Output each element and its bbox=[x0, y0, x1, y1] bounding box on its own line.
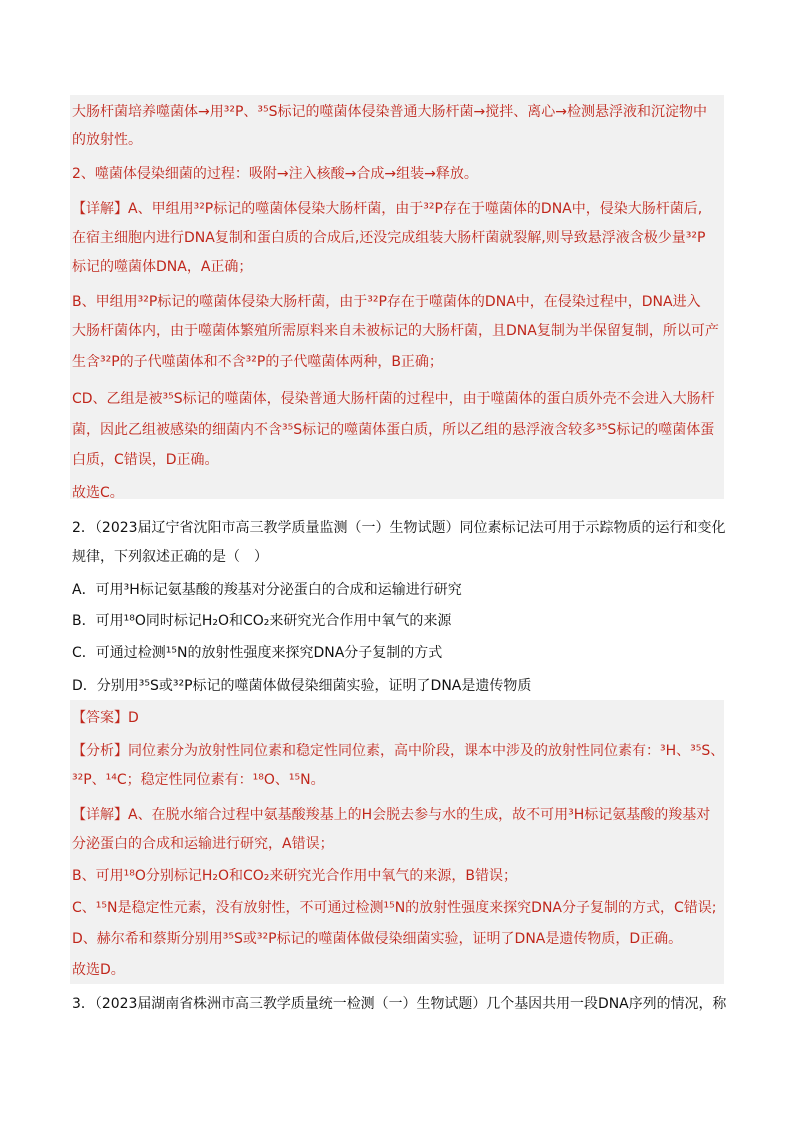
question-stem: 3．（2023届湖南省株洲市高三教学质量统一检测（一）生物试题）几个基因共用一段DNA序列的情况，称 bbox=[72, 996, 727, 1012]
text-line: 白质，C错误，D正确。 bbox=[72, 452, 219, 468]
text-line: 生含³²P的子代噬菌体和不含³²P的子代噬菌体两种，B正确； bbox=[72, 354, 443, 370]
answer-line bbox=[72, 708, 139, 728]
analysis-paragraph bbox=[72, 741, 724, 761]
text-line: B、可用¹⁸O分别标记H₂O和CO₂来研究光合作用中氧气的来源，B错误； bbox=[72, 868, 518, 884]
question-stem: 规律，下列叙述正确的是（ ） bbox=[72, 549, 268, 565]
text-line: 大肠杆菌培养噬菌体→用³²P、³⁵S标记的噬菌体侵染普通大肠杆菌→搅拌、离心→检测悬浮液和沉淀物中 bbox=[72, 104, 707, 120]
text-line: 同位素分为放射性同位素和稳定性同位素，高中阶段，课本中涉及的放射性同位素有：³H、³⁵S、 bbox=[128, 743, 725, 759]
answer-value: D bbox=[128, 710, 139, 726]
option-c: C．可通过检测¹⁵N的放射性强度来探究DNA分子复制的方式 bbox=[72, 645, 443, 661]
text-line: C、¹⁵N是稳定性元素，没有放射性，不可通过检测¹⁵N的放射性强度来探究DNA分子复制的方式，C错误; bbox=[72, 900, 717, 916]
text-line: D、赫尔希和蔡斯分别用³⁵S或³²P标记的噬菌体做侵染细菌实验，证明了DNA是遗传物质，D正确。 bbox=[72, 931, 683, 947]
detail-paragraph bbox=[72, 199, 702, 219]
question-stem: 2．（2023届辽宁省沈阳市高三教学质量监测（一）生物试题）同位素标记法可用于示踪物质的运行和变化 bbox=[72, 520, 726, 536]
detail-paragraph bbox=[72, 805, 710, 825]
text-line: B、甲组用³²P标记的噬菌体侵染大肠杆菌，由于³²P存在于噬菌体的DNA中，在侵染过程中，DNA进入 bbox=[72, 294, 701, 310]
option-b: B．可用¹⁸O同时标记H₂O和CO₂来研究光合作用中氧气的来源 bbox=[72, 613, 452, 629]
option-d: D．分别用³⁵S或³²P标记的噬菌体做侵染细菌实验，证明了DNA是遗传物质 bbox=[72, 678, 532, 694]
option-a: A．可用³H标记氨基酸的羧基对分泌蛋白的合成和运输进行研究 bbox=[72, 582, 462, 598]
text-line: A、在脱水缩合过程中氨基酸羧基上的H会脱去参与水的生成，故不可用³H标记氨基酸的羧基对 bbox=[128, 807, 711, 823]
detail-tag: 【详解】 bbox=[72, 807, 128, 823]
text-line: 标记的噬菌体DNA，A正确； bbox=[72, 259, 253, 275]
answer-tag: 【答案】 bbox=[72, 710, 128, 726]
analysis-tag: 【分析】 bbox=[72, 743, 128, 759]
detail-tag: 【详解】 bbox=[72, 201, 128, 217]
text-line: 在宿主细胞内进行DNA复制和蛋白质的合成后,还没完成组装大肠杆菌就裂解,则导致悬浮液含极少量³²P bbox=[72, 230, 706, 246]
text-line: 2、噬菌体侵染细菌的过程：吸附→注入核酸→合成→组装→释放。 bbox=[72, 166, 478, 182]
text-line: 菌，因此乙组被感染的细菌内不含³⁵S标记的噬菌体蛋白质，所以乙组的悬浮液含较多³⁵S标记的噬菌体蛋 bbox=[72, 422, 715, 438]
text-line: A、甲组用³²P标记的噬菌体侵染大肠杆菌，由于³²P存在于噬菌体的DNA中，侵染大肠杆菌后, bbox=[128, 201, 703, 217]
text-line: 的放射性。 bbox=[72, 132, 142, 148]
text-line: 故选D。 bbox=[72, 962, 125, 978]
text-line: ³²P、¹⁴C；稳定性同位素有：¹⁸O、¹⁵N。 bbox=[72, 772, 325, 788]
text-line: 大肠杆菌体内，由于噬菌体繁殖所需原料来自未被标记的大肠杆菌，且DNA复制为半保留复制，所以可产 bbox=[72, 323, 719, 339]
text-line: 分泌蛋白的合成和运输进行研究，A错误； bbox=[72, 836, 334, 852]
text-line: 故选C。 bbox=[72, 485, 124, 501]
text-line: CD、乙组是被³⁵S标记的噬菌体，侵染普通大肠杆菌的过程中，由于噬菌体的蛋白质外壳不会进入大肠杆 bbox=[72, 391, 715, 407]
